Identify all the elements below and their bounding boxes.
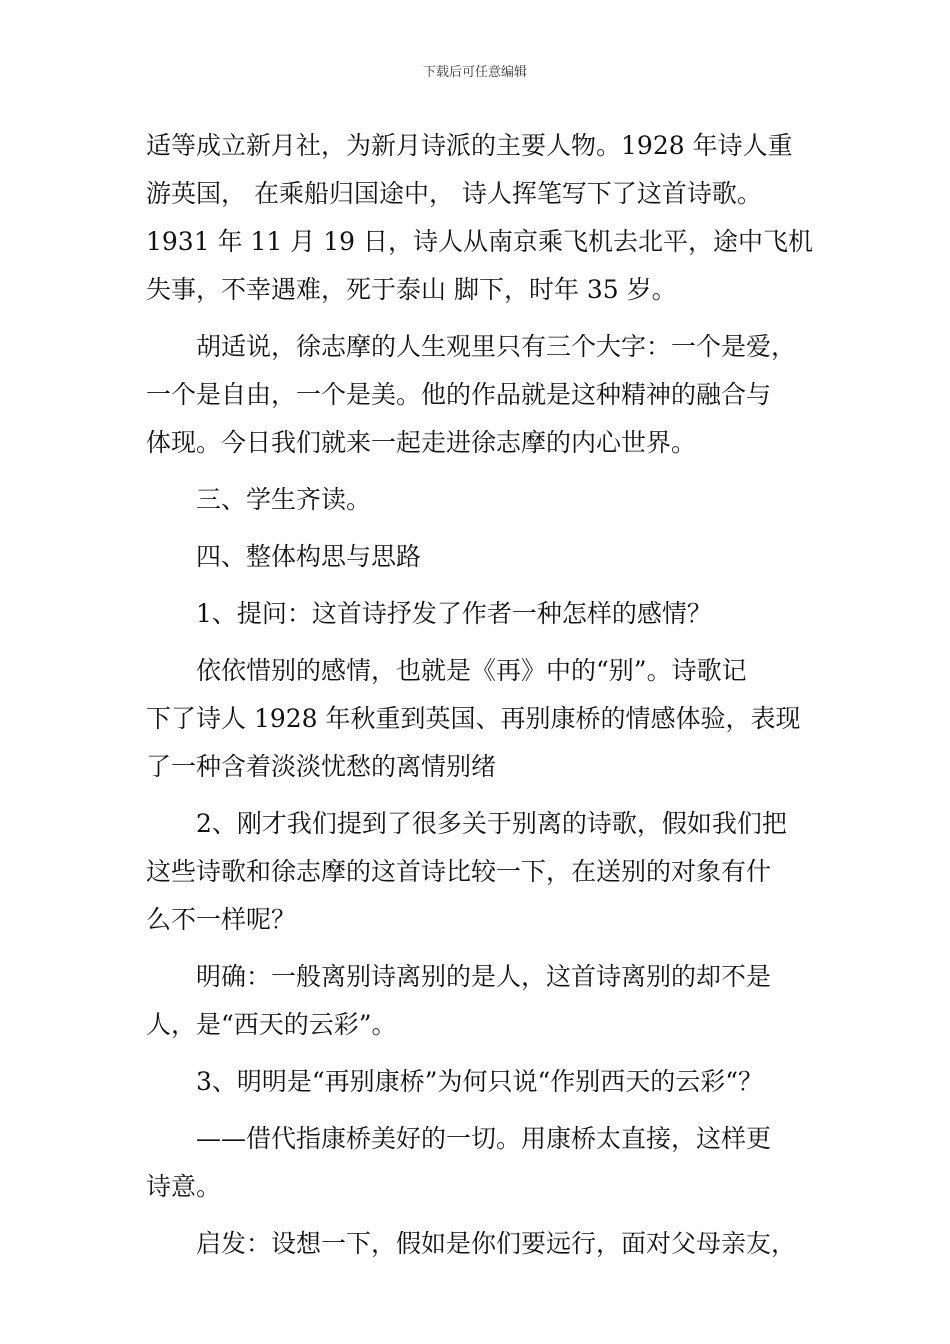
text-line: 2、刚才我们提到了很多关于别离的诗歌，假如我们把: [196, 809, 787, 838]
text-line: 启发：设想一下，假如是你们要远行，面对父母亲友，: [196, 1229, 797, 1258]
paragraph: [146, 122, 814, 314]
text-line: 一个是自由，一个是美。他的作品就是这种精神的融合与: [146, 380, 772, 409]
paragraph: [146, 1115, 814, 1211]
paragraph: [146, 953, 814, 1049]
page-header: 下载后可任意编辑: [422, 65, 527, 80]
text-line: 1931 年 11 月 19 日，诗人从南京乘飞机去北平，途中飞机: [146, 227, 813, 256]
text-line: 适等成立新月社，为新月诗派的主要人物。1928 年诗人重: [146, 131, 793, 160]
paragraph: [146, 323, 814, 467]
paragraph: [146, 1058, 814, 1106]
text-line: 依依惜别的感情，也就是《再》中的“别”。诗歌记: [196, 656, 747, 685]
text-line: 体现。今日我们就来一起走进徐志摩的内心世界。: [146, 428, 697, 457]
text-line: 明确：一般离别诗离别的是人，这首诗离别的却不是: [196, 962, 772, 991]
document-body: [146, 122, 814, 1277]
text-line: 四、整体构思与思路: [196, 542, 422, 571]
text-line: 么不一样呢？: [146, 905, 297, 934]
text-line: 三、学生齐读。: [196, 485, 372, 514]
text-line: 了一种含着淡淡忧愁的离情别绪: [146, 752, 497, 781]
text-line: 胡适说，徐志摩的人生观里只有三个大字：一个是爱，: [196, 332, 797, 361]
text-line: 诗意。: [146, 1172, 222, 1201]
text-line: 人，是“西天的云彩”。: [146, 1010, 397, 1039]
paragraph: [146, 590, 814, 638]
text-line: 失事，不幸遇难，死于泰山 脚下，时年 35 岁。: [146, 275, 677, 304]
paragraph: [146, 800, 814, 944]
text-line: 这些诗歌和徐志摩的这首诗比较一下，在送别的对象有什: [146, 857, 772, 886]
paragraph: [146, 533, 814, 581]
text-line: 3、明明是“再别康桥”为何只说“作别西天的云彩“？: [196, 1067, 764, 1096]
text-line: 1、提问：这首诗抒发了作者一种怎样的感情？: [196, 599, 712, 628]
paragraph: [146, 476, 814, 524]
paragraph: [146, 647, 814, 791]
paragraph: [146, 1220, 814, 1268]
text-line: ——借代指康桥美好的一切。用康桥太直接，这样更: [196, 1124, 772, 1153]
text-line: 下了诗人 1928 年秋重到英国、再别康桥的情感体验，表现: [146, 704, 801, 733]
text-line: 游英国， 在乘船归国途中， 诗人挥笔写下了这首诗歌。: [146, 179, 762, 208]
